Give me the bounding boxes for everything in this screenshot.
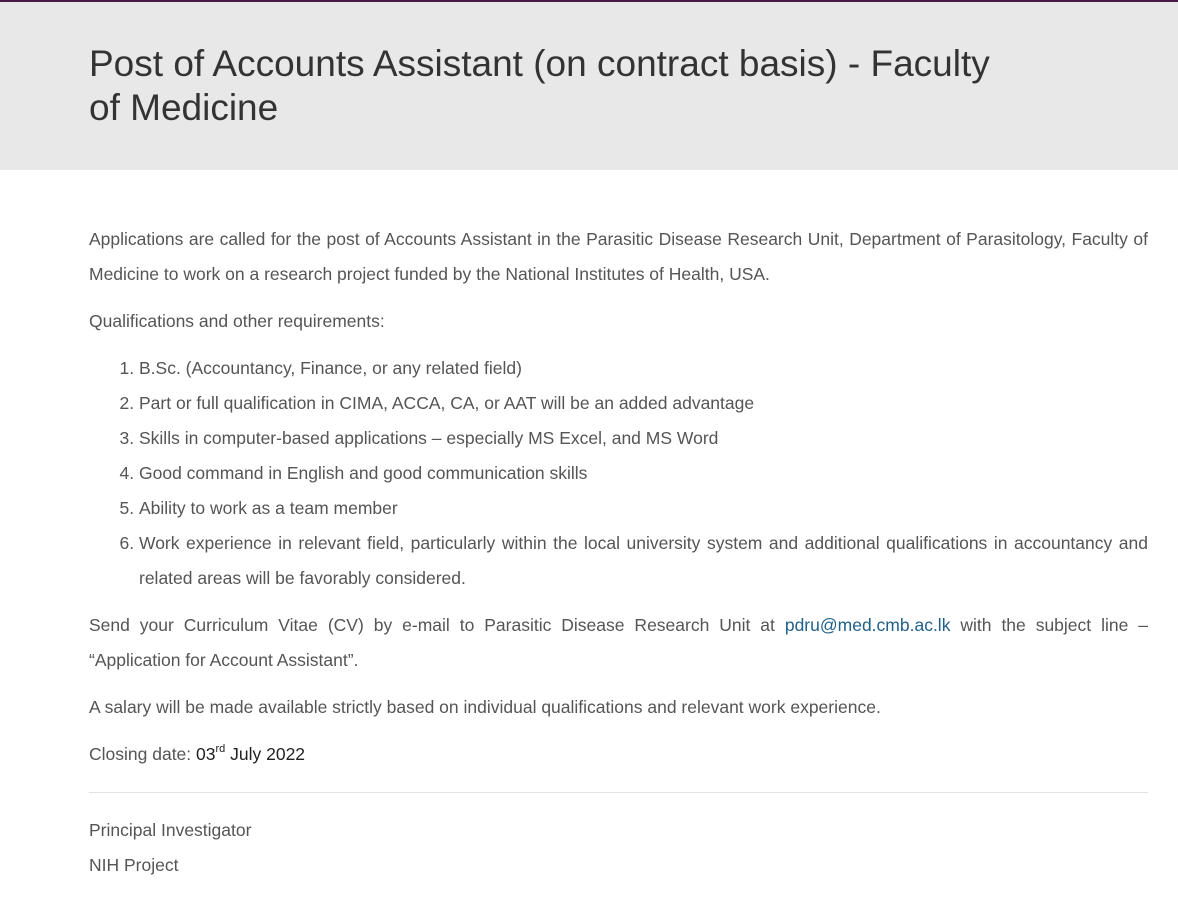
closing-date-month-year: July 2022 <box>225 744 306 764</box>
intro-paragraph: Applications are called for the post of Accounts Assistant in the Parasitic Disease Research Unit, Department of Parasitology, Faculty of Medicine to work on a research project funded by the National Institutes of Health, USA. <box>89 229 1148 284</box>
requirements-list <box>89 351 1148 596</box>
requirement-item: 1. B.Sc. (Accountancy, Finance, or any related field) <box>139 351 1148 386</box>
requirement-item: 5. Ability to work as a team member <box>139 491 1148 526</box>
send-cv-paragraph <box>89 608 1148 678</box>
qualifications-heading: Qualifications and other requirements: <box>89 311 385 331</box>
closing-date <box>89 737 1148 772</box>
email-link[interactable]: pdru@med.cmb.ac.lk <box>784 615 951 635</box>
signature-role: Principal Investigator <box>89 820 252 840</box>
page-header <box>0 2 1178 170</box>
send-cv-prefix: Send your Curriculum Vitae (CV) by e-mail to Parasitic Disease Research Unit at <box>89 615 785 635</box>
requirement-item: 4. Good command in English and good communication skills <box>139 456 1148 491</box>
salary-paragraph: A salary will be made available strictly based on individual qualifications and relevant work experience. <box>89 697 881 717</box>
section-divider <box>89 792 1148 793</box>
requirement-item: 3. Skills in computer-based applications – especially MS Excel, and MS Word <box>139 421 1148 456</box>
closing-date-day: 03 <box>196 744 216 764</box>
article-body <box>0 170 1178 883</box>
requirement-item: 6. Work experience in relevant field, particularly within the local university system and additional qualifications in accountancy and related areas will be favorably considered. <box>139 526 1148 596</box>
signature-block <box>89 813 1148 883</box>
signature-project: NIH Project <box>89 855 179 875</box>
requirement-item: 2. Part or full qualification in CIMA, ACCA, CA, or AAT will be an added advantage <box>139 386 1148 421</box>
closing-date-label: Closing date: <box>89 744 197 764</box>
send-cv-suffix: with the subject line – “Application for Account Assistant”. <box>89 615 1148 670</box>
page-title: Post of Accounts Assistant (on contract basis) - Faculty of Medicine <box>89 43 990 128</box>
closing-date-day-suffix: rd <box>215 743 226 756</box>
closing-date-value <box>196 744 305 764</box>
